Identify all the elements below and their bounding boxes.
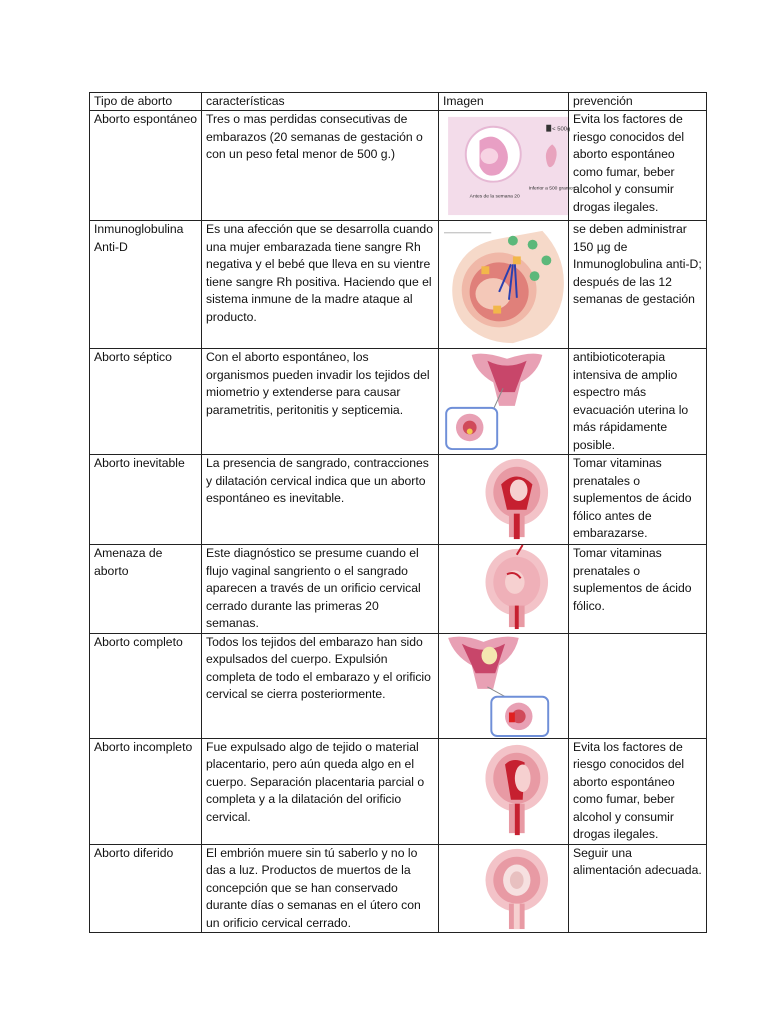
cell-prevencion: antibioticoterapia intensiva de amplio espectro más evacuación uterina lo más rápidamente posible. bbox=[569, 349, 707, 455]
cell-imagen bbox=[439, 349, 569, 455]
cell-prevencion: Evita los factores de riesgo conocidos del aborto espontáneo como fumar, beber alcohol y consumir drogas ilegales. bbox=[569, 738, 707, 844]
complete-abortion-illustration bbox=[443, 634, 571, 737]
rh-incompatibility-illustration bbox=[443, 221, 571, 347]
cell-caracteristicas: La presencia de sangrado, contracciones y dilatación cervical indica que un aborto espontáneo es inevitable. bbox=[202, 455, 439, 545]
table-row bbox=[90, 111, 707, 221]
cell-prevencion bbox=[569, 633, 707, 738]
table-row bbox=[90, 545, 707, 634]
cell-tipo: Aborto incompleto bbox=[90, 738, 202, 844]
image-label-week: Antes de la semana 20 bbox=[469, 194, 520, 200]
table-header-row bbox=[90, 93, 707, 111]
septic-abortion-illustration bbox=[443, 349, 571, 453]
table-row bbox=[90, 844, 707, 933]
cell-caracteristicas: Fue expulsado algo de tejido o material placentario, pero aún queda algo en el cuerpo. Separación placentaria parcial o completa y a la dilatación del orificio cervical. bbox=[202, 738, 439, 844]
cell-caracteristicas: El embrión muere sin tú saberlo y no lo das a luz. Productos de muertos de la concepción que se han conservado durante días o semanas en el útero con un orificio cervical cerrado. bbox=[202, 844, 439, 933]
incomplete-abortion-illustration bbox=[443, 739, 571, 841]
cell-prevencion: se deben administrar 150 µg de Inmunoglobulina anti-D; después de las 12 semanas de gestación bbox=[569, 221, 707, 349]
cell-tipo: Aborto séptico bbox=[90, 349, 202, 455]
cell-caracteristicas: Tres o mas perdidas consecutivas de embarazos (20 semanas de gestación o con un peso fetal menor de 500 g.) bbox=[202, 111, 439, 221]
missed-abortion-illustration bbox=[443, 845, 571, 931]
cell-tipo: Aborto inevitable bbox=[90, 455, 202, 545]
header-prevencion: prevención bbox=[569, 93, 707, 111]
cell-prevencion: Seguir una alimentación adecuada. bbox=[569, 844, 707, 933]
threatened-abortion-illustration bbox=[443, 545, 571, 631]
cell-tipo: Aborto espontáneo bbox=[90, 111, 202, 221]
header-imagen: Imagen bbox=[439, 93, 569, 111]
spontaneous-abortion-illustration bbox=[443, 111, 576, 219]
cell-imagen bbox=[439, 738, 569, 844]
cell-tipo: Aborto diferido bbox=[90, 844, 202, 933]
image-label-weight: < 500g bbox=[552, 126, 571, 133]
cell-tipo: Amenaza de aborto bbox=[90, 545, 202, 634]
table-row bbox=[90, 738, 707, 844]
cell-caracteristicas: Con el aborto espontáneo, los organismos pueden invadir los tejidos del miometrio y extenderse para causar parametritis, peritonitis y septicemia. bbox=[202, 349, 439, 455]
cell-prevencion: Tomar vitaminas prenatales o suplementos de ácido fólico antes de embarazarse. bbox=[569, 455, 707, 545]
table-row bbox=[90, 633, 707, 738]
cell-caracteristicas: Todos los tejidos del embarazo han sido expulsados del cuerpo. Expulsión completa de todo el embarazo y el orificio cervical se cierra posteriormente. bbox=[202, 633, 439, 738]
cell-tipo: Aborto completo bbox=[90, 633, 202, 738]
cell-imagen bbox=[439, 844, 569, 933]
cell-prevencion: Evita los factores de riesgo conocidos del aborto espontáneo como fumar, beber alcohol y consumir drogas ilegales. bbox=[569, 111, 707, 221]
inevitable-abortion-illustration bbox=[443, 455, 571, 543]
cell-imagen bbox=[439, 545, 569, 634]
cell-prevencion: Tomar vitaminas prenatales o suplementos de ácido fólico. bbox=[569, 545, 707, 634]
table-row bbox=[90, 221, 707, 349]
cell-tipo: Inmunoglobulina Anti-D bbox=[90, 221, 202, 349]
cell-imagen bbox=[439, 633, 569, 738]
cell-caracteristicas: Este diagnóstico se presume cuando el flujo vaginal sangriento o el sangrado aparecen a través de un orificio cervical cerrado durante las primeras 20 semanas. bbox=[202, 545, 439, 634]
cell-caracteristicas: Es una afección que se desarrolla cuando una mujer embarazada tiene sangre Rh negativa y el bebé que lleva en su vientre tiene sangre Rh positiva. Haciendo que el sistema inmune de la madre ataque al producto. bbox=[202, 221, 439, 349]
table-row bbox=[90, 349, 707, 455]
table-row bbox=[90, 455, 707, 545]
header-caracteristicas: características bbox=[202, 93, 439, 111]
cell-imagen bbox=[439, 455, 569, 545]
image-label-grams: Inferior a 500 gramos bbox=[528, 186, 576, 192]
cell-imagen bbox=[439, 221, 569, 349]
cell-imagen bbox=[439, 111, 576, 221]
abortion-types-table bbox=[89, 92, 707, 933]
header-tipo: Tipo de aborto bbox=[90, 93, 202, 111]
